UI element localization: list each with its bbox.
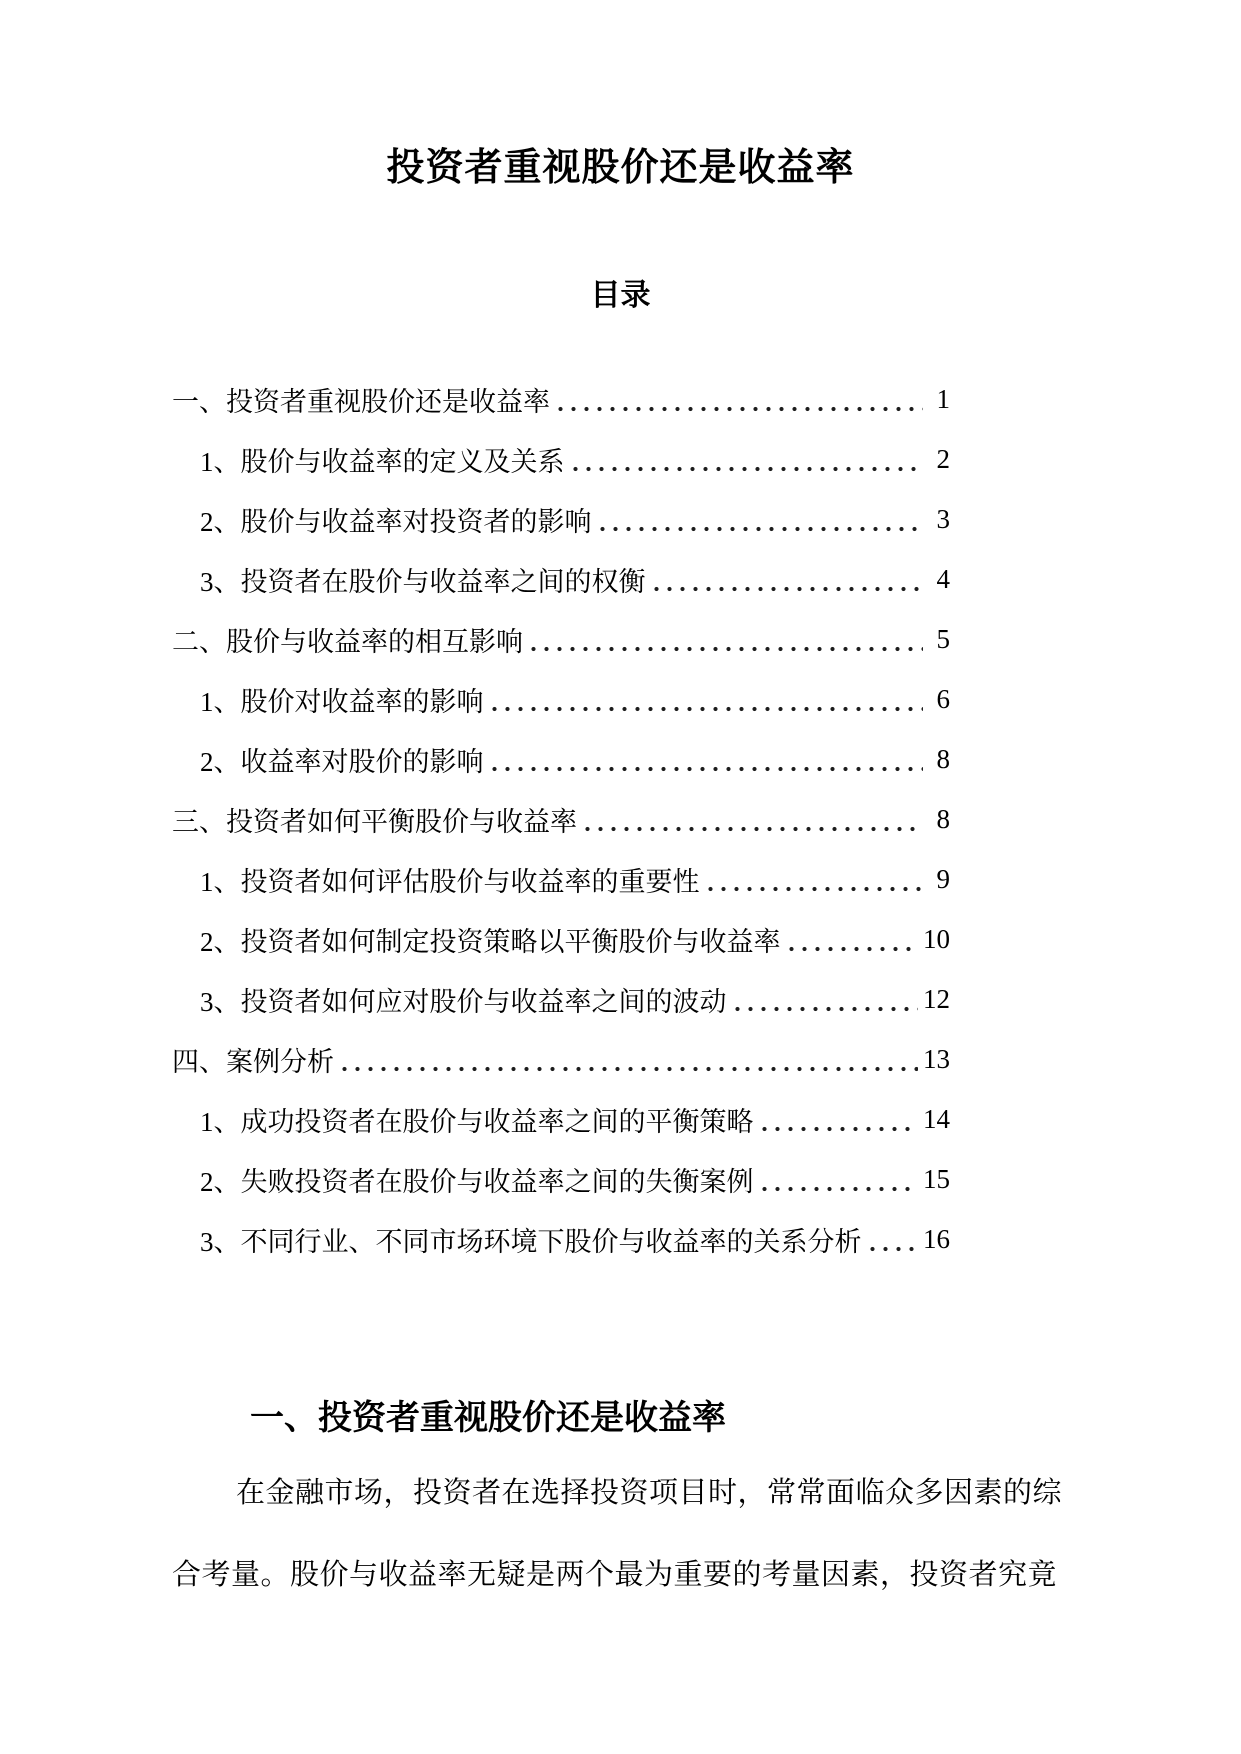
toc-entry-label: 2、投资者如何制定投资策略以平衡股价与收益率: [200, 926, 781, 957]
toc-entry[interactable]: [172, 1209, 950, 1269]
toc-dot-leader: [486, 729, 924, 789]
toc-page-number: 4: [936, 563, 950, 594]
toc-entry[interactable]: [172, 1149, 950, 1209]
toc-page-number: 3: [936, 503, 950, 534]
toc-page-number: 8: [936, 803, 950, 834]
toc-dot-leader: [702, 849, 924, 909]
toc-entry[interactable]: [172, 1029, 950, 1089]
toc-entry-label: 2、收益率对股价的影响: [200, 746, 484, 777]
toc-entry-label: 3、不同行业、不同市场环境下股价与收益率的关系分析: [200, 1226, 862, 1257]
toc-page-number: 1: [936, 383, 950, 414]
toc-dot-leader: [579, 789, 923, 849]
toc-dot-leader: [648, 549, 924, 609]
section-heading: 一、投资者重视股价还是收益率: [250, 1400, 726, 1437]
toc-page-number: 12: [923, 983, 950, 1014]
toc-page-number: 13: [923, 1043, 950, 1074]
toc-entry[interactable]: [172, 369, 950, 429]
toc-entry[interactable]: [172, 729, 950, 789]
toc-title: 目录: [590, 279, 651, 312]
toc-entry-label: 1、股价与收益率的定义及关系: [200, 446, 565, 477]
body-paragraph-line: 合考量。股价与收益率无疑是两个最为重要的考量因素，投资者究竟: [172, 1559, 1058, 1591]
toc-entry-label: 一、投资者重视股价还是收益率: [172, 386, 550, 417]
toc-entry-label: 3、投资者如何应对股价与收益率之间的波动: [200, 986, 727, 1017]
toc-dot-leader: [525, 609, 923, 669]
toc-page-number: 8: [936, 743, 950, 774]
toc-entry-label: 2、失败投资者在股价与收益率之间的失衡案例: [200, 1166, 754, 1197]
toc-dot-leader: [756, 1089, 919, 1149]
toc-entry[interactable]: [172, 669, 950, 729]
toc-dot-leader: [336, 1029, 918, 1089]
toc-entry[interactable]: [172, 969, 950, 1029]
toc-entry[interactable]: [172, 849, 950, 909]
body-paragraph-line: 在金融市场，投资者在选择投资项目时，常常面临众多因素的综: [236, 1477, 1063, 1509]
toc-entry-label: 三、投资者如何平衡股价与收益率: [172, 806, 577, 837]
toc-page-number: 5: [936, 623, 950, 654]
toc-page-number: 6: [936, 683, 950, 714]
table-of-contents: [172, 369, 950, 1269]
toc-entry-label: 2、股价与收益率对投资者的影响: [200, 506, 592, 537]
toc-dot-leader: [864, 1209, 919, 1269]
toc-page-number: 2: [936, 443, 950, 474]
toc-entry[interactable]: [172, 1089, 950, 1149]
toc-page-number: 14: [923, 1103, 950, 1134]
toc-entry[interactable]: [172, 909, 950, 969]
toc-entry-label: 四、案例分析: [172, 1046, 334, 1077]
toc-entry-label: 1、成功投资者在股价与收益率之间的平衡策略: [200, 1106, 754, 1137]
toc-entry[interactable]: [172, 489, 950, 549]
toc-entry-label: 3、投资者在股价与收益率之间的权衡: [200, 566, 646, 597]
toc-dot-leader: [594, 489, 924, 549]
toc-dot-leader: [783, 909, 919, 969]
document-title: 投资者重视股价还是收益率: [386, 147, 855, 189]
body-paragraph: [172, 1452, 1077, 1616]
toc-entry-label: 二、股价与收益率的相互影响: [172, 626, 523, 657]
toc-dot-leader: [486, 669, 924, 729]
toc-page-number: 9: [936, 863, 950, 894]
toc-page-number: 16: [923, 1223, 950, 1254]
toc-page-number: 10: [923, 923, 950, 954]
toc-entry[interactable]: [172, 549, 950, 609]
toc-entry-label: 1、股价对收益率的影响: [200, 686, 484, 717]
toc-dot-leader: [567, 429, 924, 489]
toc-dot-leader: [729, 969, 919, 1029]
toc-page-number: 15: [923, 1163, 950, 1194]
toc-dot-leader: [552, 369, 923, 429]
toc-entry[interactable]: [172, 429, 950, 489]
toc-dot-leader: [756, 1149, 919, 1209]
toc-entry[interactable]: [172, 789, 950, 849]
toc-entry[interactable]: [172, 609, 950, 669]
toc-entry-label: 1、投资者如何评估股价与收益率的重要性: [200, 866, 700, 897]
